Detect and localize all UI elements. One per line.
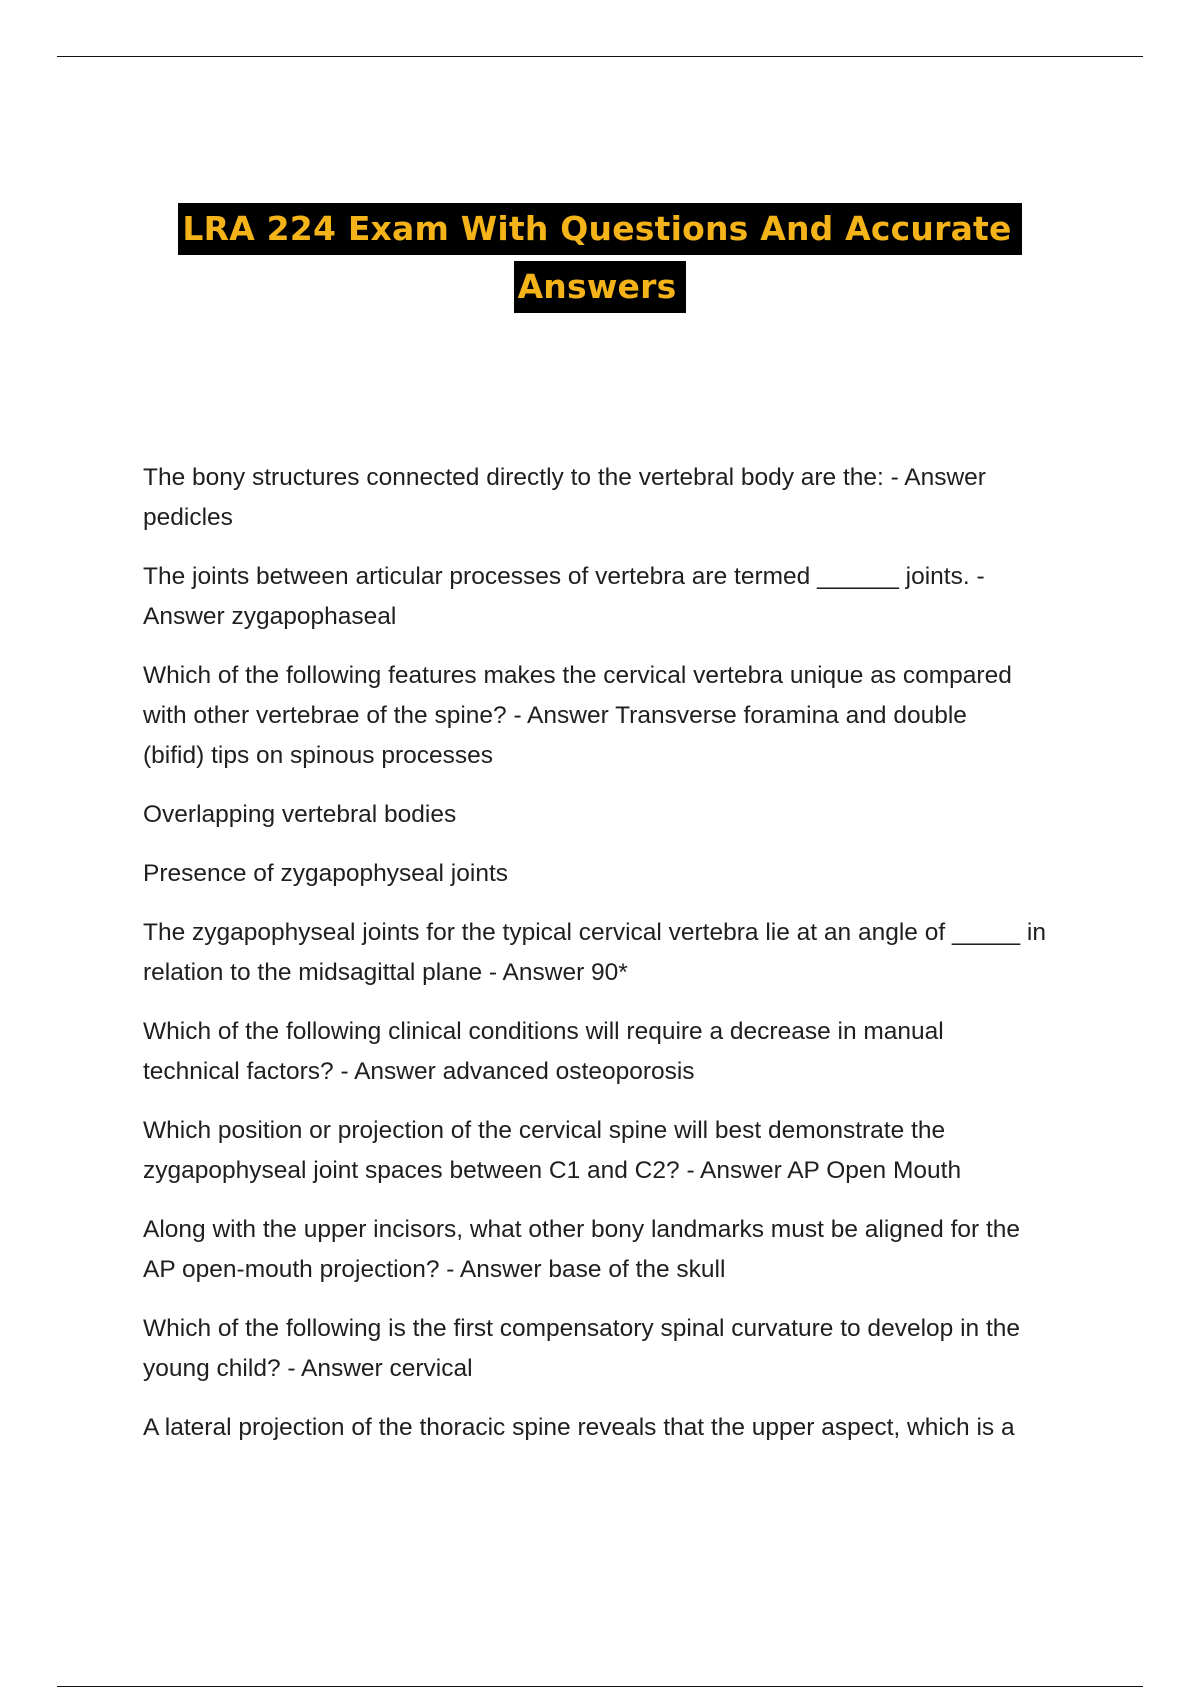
qa-paragraph: Which of the following features makes the cervical vertebra unique as compared with other vertebrae of the spine? - Answer Transverse foramina and double (bifid) tips on spinous processes	[143, 662, 1012, 769]
qa-paragraph: Along with the upper incisors, what other bony landmarks must be aligned for the AP open-mouth projection? - Answer base of the skull	[143, 1216, 1021, 1283]
qa-paragraph: Which position or projection of the cervical spine will best demonstrate the zygapophyseal joint spaces between C1 and C2? - Answer AP Open Mouth	[143, 1117, 962, 1184]
header-rule	[57, 56, 1143, 57]
qa-paragraph: A lateral projection of the thoracic spine reveals that the upper aspect, which is a	[143, 1414, 1015, 1441]
qa-paragraph: Which of the following clinical conditions will require a decrease in manual technical factors? - Answer advanced osteoporosis	[143, 1018, 944, 1085]
title-line-2: Answers	[514, 261, 687, 313]
document-body	[143, 458, 1093, 1467]
document-title	[0, 203, 1200, 313]
qa-paragraph: Presence of zygapophyseal joints	[143, 860, 508, 887]
title-line-1: LRA 224 Exam With Questions And Accurate	[178, 203, 1021, 255]
qa-paragraph: The zygapophyseal joints for the typical cervical vertebra lie at an angle of _____ in relation to the midsagittal plane - Answer 90*	[143, 919, 1046, 986]
footer-rule	[57, 1686, 1143, 1687]
qa-paragraph: The bony structures connected directly to the vertebral body are the: - Answer pedicles	[143, 464, 986, 531]
qa-paragraph: The joints between articular processes of vertebra are termed ______ joints. - Answer zygapophaseal	[143, 563, 985, 630]
qa-paragraph: Which of the following is the first compensatory spinal curvature to develop in the young child? - Answer cervical	[143, 1315, 1020, 1382]
qa-paragraph: Overlapping vertebral bodies	[143, 801, 457, 828]
